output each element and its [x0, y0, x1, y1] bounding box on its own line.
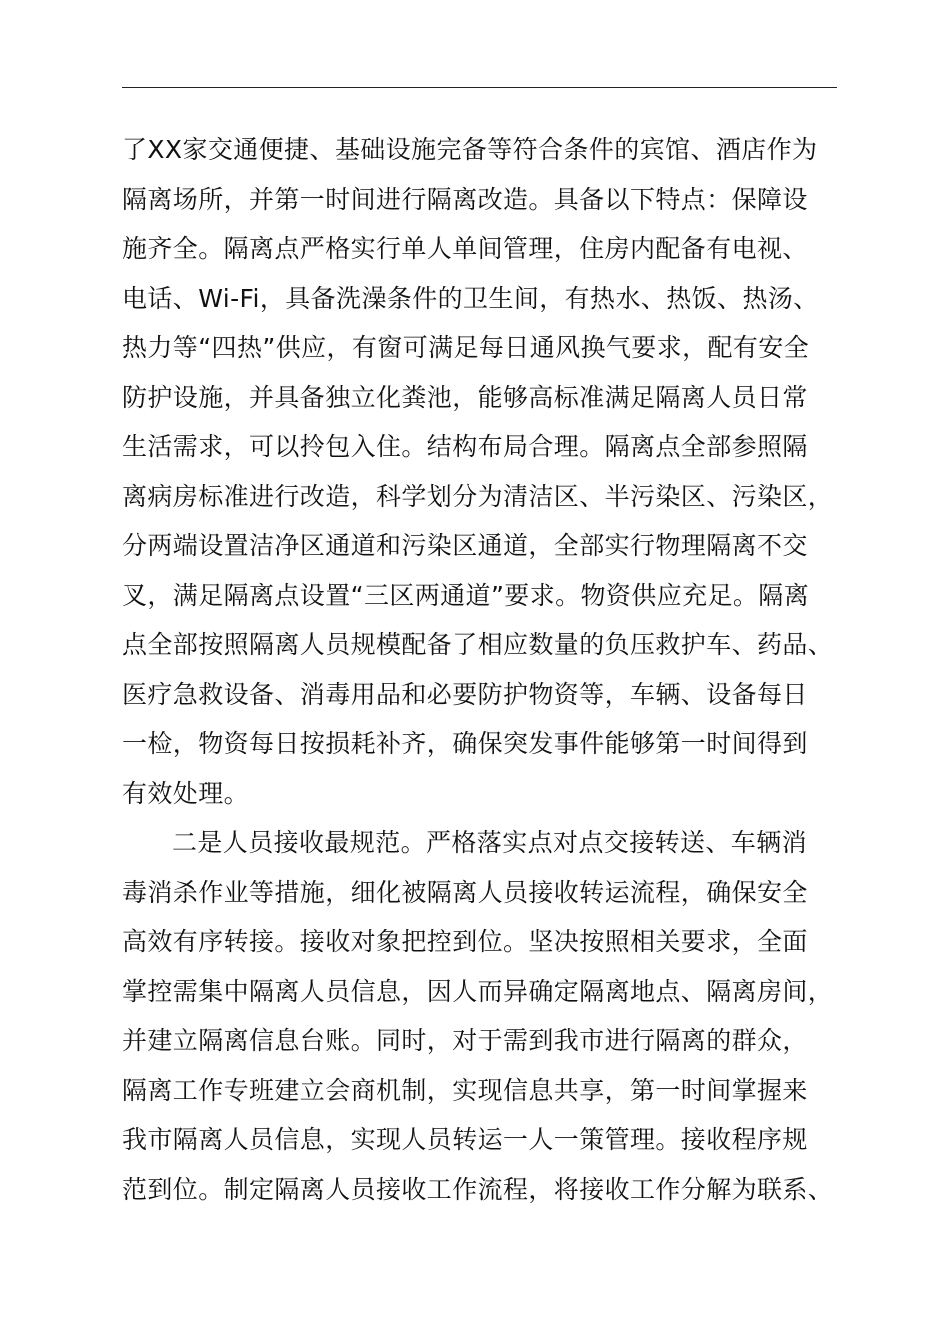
text-line: 医疗急救设备、消毒用品和必要防护物资等，车辆、设备每日	[122, 679, 808, 709]
text-line: 了XX家交通便捷、基础设施完备等符合条件的宾馆、酒店作为	[122, 135, 818, 164]
header-rule	[122, 87, 837, 88]
text-line: 毒消杀作业等措施，细化被隔离人员接收转运流程，确保安全	[122, 877, 808, 907]
text-line: 范到位。制定隔离人员接收工作流程，将接收工作分解为联系、	[122, 1174, 834, 1204]
text-line: 点全部按照隔离人员规模配备了相应数量的负压救护车、药品、	[122, 630, 834, 659]
text-line: 并建立隔离信息台账。同时，对于需到我市进行隔离的群众，	[122, 1026, 808, 1055]
paragraph-start-line: 二是人员接收最规范。严格落实点对点交接转送、车辆消	[172, 828, 808, 857]
text-line: 离病房标准进行改造，科学划分为清洁区、半污染区、污染区，	[122, 481, 834, 511]
body-text	[122, 125, 862, 1214]
text-line: 防护设施，并具备独立化粪池，能够高标准满足隔离人员日常	[122, 382, 808, 412]
text-line: 有效处理。	[122, 778, 250, 808]
text-line: 我市隔离人员信息，实现人员转运一人一策管理。接收程序规	[122, 1125, 808, 1154]
text-line: 高效有序转接。接收对象把控到位。坚决按照相关要求，全面	[122, 927, 808, 956]
text-line: 隔离场所，并第一时间进行隔离改造。具备以下特点：保障设	[122, 184, 808, 214]
text-line: 掌控需集中隔离人员信息，因人而异确定隔离地点、隔离房间，	[122, 976, 834, 1006]
text-line: 分两端设置洁净区通道和污染区通道，全部实行物理隔离不交	[122, 531, 808, 560]
text-line: 热力等“四热”供应，有窗可满足每日通风换气要求，配有安全	[122, 333, 810, 362]
text-line: 隔离工作专班建立会商机制，实现信息共享，第一时间掌握来	[122, 1075, 808, 1105]
text-line: 叉，满足隔离点设置“三区两通道”要求。物资供应充足。隔离	[122, 580, 810, 610]
text-line: 施齐全。隔离点严格实行单人单间管理，住房内配备有电视、	[122, 234, 808, 263]
text-line: 电话、Wi-Fi，具备洗澡条件的卫生间，有热水、热饭、热汤、	[122, 283, 819, 313]
text-line: 一检，物资每日按损耗补齐，确保突发事件能够第一时间得到	[122, 729, 808, 758]
text-line: 生活需求，可以拎包入住。结构布局合理。隔离点全部参照隔	[122, 432, 808, 461]
